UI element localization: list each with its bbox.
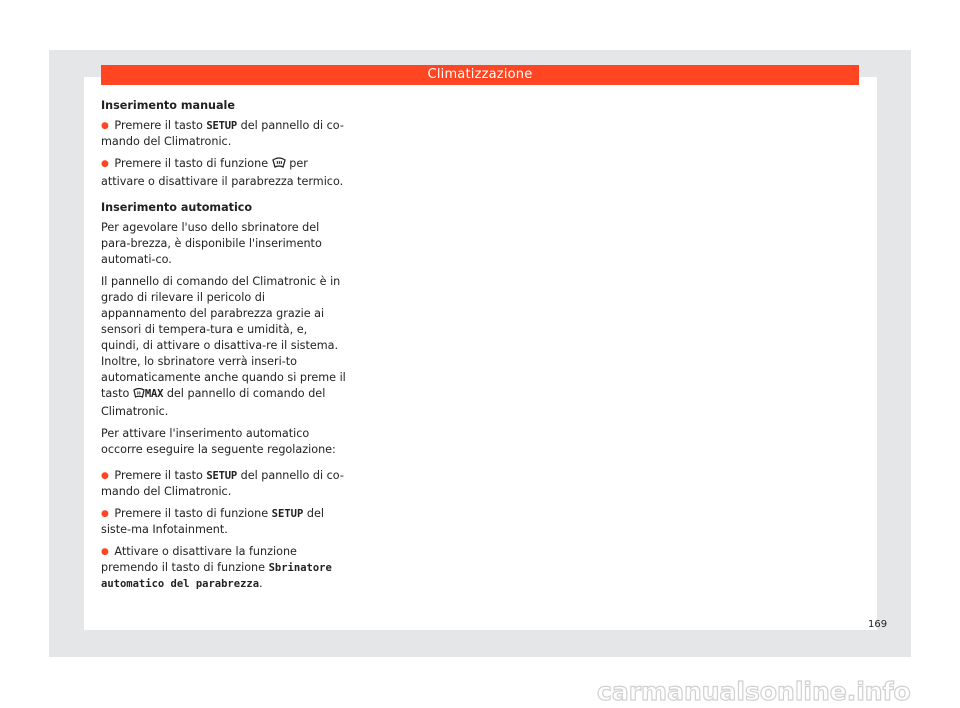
document-body <box>101 98 346 598</box>
bullet-icon: ● <box>101 159 109 169</box>
section-header <box>101 65 859 85</box>
bullet-icon: ● <box>101 121 109 131</box>
automatic-para-2: Il pannello di comando del Climatronic è in grado di rilevare il pericolo di appannamento del parabrezza grazie ai sensori di tempera-tura e umidità, e, quindi, di attivare o disattiva-re il sistema. Inoltre, lo sbrinatore verrà inseri-to automaticamente anche quando si preme il tasto MAX del pannello di comando del Climatronic. <box>101 275 346 418</box>
automatic-bullet-1: ● Premere il tasto SETUP del pannello di co-mando del Climatronic. <box>101 469 344 498</box>
auto-defrost-function-label: Sbrinatore automatico del parabrezza <box>101 562 332 590</box>
section-title: Climatizzazione <box>427 67 533 82</box>
automatic-bullet-2: ● Premere il tasto di funzione SETUP del siste-ma Infotainment. <box>101 507 324 536</box>
setup-key-label: SETUP <box>206 120 238 132</box>
manual-bullet-1: ● Premere il tasto SETUP del pannello di co-mando del Climatronic. <box>101 119 344 148</box>
max-key-label: MAX <box>144 388 164 400</box>
heading-automatic: Inserimento automatico <box>101 201 253 214</box>
automatic-para-1: Per agevolare l'uso dello sbrinatore del para-brezza, è disponibile l'inserimento automati-co. <box>101 221 322 266</box>
windshield-max-icon <box>133 388 145 404</box>
windshield-heater-icon <box>272 157 286 174</box>
bullet-icon: ● <box>101 471 109 481</box>
watermark-text: carmanualsonline.info <box>597 677 911 706</box>
watermark-logo <box>597 676 937 706</box>
heading-manual: Inserimento manuale <box>101 99 235 112</box>
automatic-bullet-3: ● Attivare o disattivare la funzione premendo il tasto di funzione Sbrinatore automatico del parabrezza. <box>101 545 332 590</box>
bullet-icon: ● <box>101 509 109 519</box>
setup-key-label: SETUP <box>206 470 238 482</box>
page-number: 169 <box>868 619 888 630</box>
automatic-para-3: Per attivare l'inserimento automatico occorre eseguire la seguente regolazione: <box>101 427 336 456</box>
manual-bullet-2: ● Premere il tasto di funzione per attivare o disattivare il parabrezza termico. <box>101 157 344 188</box>
bullet-icon: ● <box>101 547 109 557</box>
setup-function-label: SETUP <box>271 508 304 520</box>
